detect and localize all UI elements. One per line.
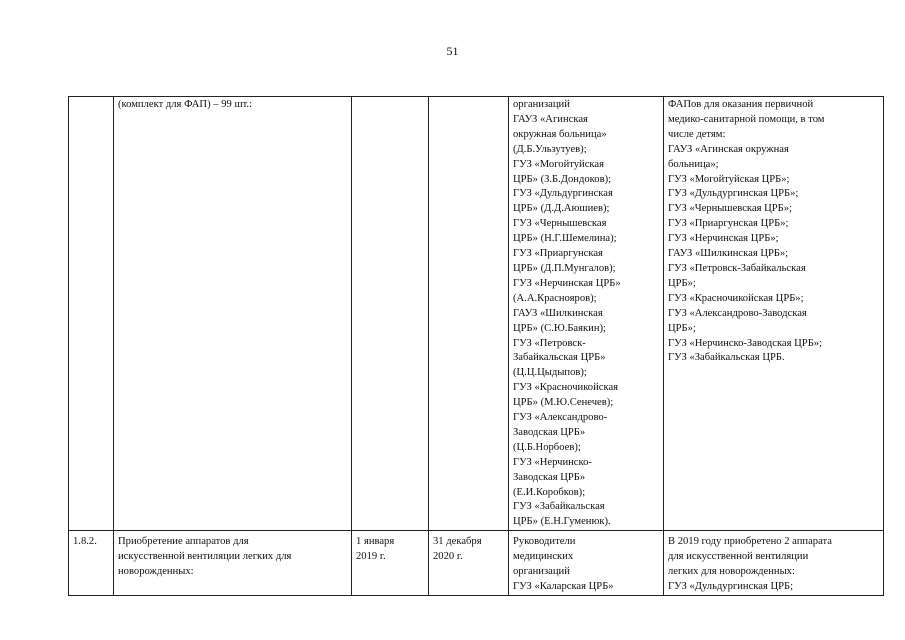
cell-text-line: окружная больница» xyxy=(513,128,607,140)
cell-text-line: ГАУЗ «Шилкинская ЦРБ»; xyxy=(668,248,789,260)
cell-text-line: ГАУЗ «Агинская окружная xyxy=(668,143,789,155)
cell-responsible xyxy=(509,97,664,531)
cell-text-line: 31 декабря xyxy=(433,536,482,548)
cell-text-line: ГУЗ «Красночикойская ЦРБ»; xyxy=(668,292,804,304)
cell-text-line: ЦРБ»; xyxy=(668,277,696,289)
cell-result xyxy=(664,97,884,531)
cell-num xyxy=(69,97,114,531)
cell-text-line: ГУЗ «Приаргунская xyxy=(513,248,603,260)
cell-text-line: 2020 г. xyxy=(433,551,463,563)
table-row xyxy=(69,531,884,596)
cell-text-line: ГАУЗ «Шилкинская xyxy=(513,307,603,319)
cell-start-date xyxy=(352,97,429,531)
cell-measure xyxy=(114,531,352,596)
cell-text-line: ГУЗ «Александрово-Заводская xyxy=(668,307,807,319)
cell-text-line: ЦРБ» (М.Ю.Сенечев); xyxy=(513,397,614,409)
cell-text-line: Забайкальская ЦРБ» xyxy=(513,352,606,364)
cell-text-line: ГУЗ «Забайкальская xyxy=(513,501,605,513)
cell-text-line: ГУЗ «Дульдургинская ЦРБ»; xyxy=(668,188,799,200)
cell-text-line: организаций xyxy=(513,566,570,578)
cell-text-line: для искусственной вентиляции xyxy=(668,551,809,563)
cell-text-line: ЦРБ» (С.Ю.Баякин); xyxy=(513,322,606,334)
cell-text-line: ГУЗ «Дульдургинская xyxy=(513,188,613,200)
cell-text-line: искусственной вентиляции легких для xyxy=(118,551,292,563)
cell-text-line: ЦРБ»; xyxy=(668,322,696,334)
cell-text-line: 2019 г. xyxy=(356,551,386,563)
cell-text-line: ГУЗ «Нерчинско-Заводская ЦРБ»; xyxy=(668,337,823,349)
cell-text-line: ГУЗ «Нерчинско- xyxy=(513,456,592,468)
cell-text-line: В 2019 году приобретено 2 аппарата xyxy=(668,536,832,548)
cell-measure xyxy=(114,97,352,531)
cell-text-line: ЦРБ» (Д.П.Мунгалов); xyxy=(513,262,616,274)
cell-text-line: (комплект для ФАП) – 99 шт.: xyxy=(118,99,253,110)
cell-text-line: ГУЗ «Приаргунская ЦРБ»; xyxy=(668,218,789,230)
cell-text-line: легких для новорожденных: xyxy=(668,566,795,578)
cell-num: 1.8.2. xyxy=(69,531,114,596)
cell-start-date xyxy=(352,531,429,596)
measures-table xyxy=(68,96,884,596)
cell-text-line: ГУЗ «Александрово- xyxy=(513,412,608,424)
cell-text-line: Руководители xyxy=(513,536,576,548)
cell-text-line: ГУЗ «Забайкальская ЦРБ. xyxy=(668,352,785,364)
cell-text-line: ГУЗ «Петровск- xyxy=(513,337,586,349)
cell-text-line: ГУЗ «Могойтуйская ЦРБ»; xyxy=(668,173,790,185)
cell-result xyxy=(664,531,884,596)
cell-text-line: ЦРБ» (З.Б.Дондоков); xyxy=(513,173,612,185)
cell-text-line: ГУЗ «Нерчинская ЦРБ»; xyxy=(668,233,779,245)
cell-end-date xyxy=(429,97,509,531)
cell-text-line: ГУЗ «Могойтуйская xyxy=(513,158,604,170)
cell-text-line: (Д.Б.Ульзутуев); xyxy=(513,143,587,155)
cell-text-line: ЦРБ» (Н.Г.Шемелина); xyxy=(513,233,617,245)
cell-text-line: (А.А.Краснояров); xyxy=(513,292,597,304)
cell-text-line: (Е.И.Коробков); xyxy=(513,486,586,498)
cell-text-line: ГУЗ «Чернышевская xyxy=(513,218,607,230)
cell-text-line: ГУЗ «Красночикойская xyxy=(513,382,619,394)
cell-text-line: ГУЗ «Дульдургинская ЦРБ; xyxy=(668,581,794,592)
cell-text-line: организаций xyxy=(513,99,570,110)
cell-responsible xyxy=(509,531,664,596)
cell-text-line: медицинских xyxy=(513,551,574,563)
cell-text-line: Заводская ЦРБ» xyxy=(513,471,586,483)
table-row xyxy=(69,97,884,531)
cell-text-line: 1 января xyxy=(356,536,395,548)
cell-text-line: ФАПов для оказания первичной xyxy=(668,99,814,110)
cell-text-line: ГАУЗ «Агинская xyxy=(513,113,588,125)
cell-text-line: Заводская ЦРБ» xyxy=(513,426,586,438)
cell-text-line: Приобретение аппаратов для xyxy=(118,536,249,548)
cell-end-date xyxy=(429,531,509,596)
cell-text-line: ГУЗ «Чернышевская ЦРБ»; xyxy=(668,203,792,215)
page-number: 51 xyxy=(446,44,459,58)
cell-text-line: числе детям: xyxy=(668,128,726,140)
cell-text-line: ГУЗ «Петровск-Забайкальская xyxy=(668,262,806,274)
cell-text-line: медико-санитарной помощи, в том xyxy=(668,113,825,125)
cell-text-line: ЦРБ» (Д.Д.Аюшиев); xyxy=(513,203,610,215)
cell-text-line: больница»; xyxy=(668,158,719,170)
cell-text-line: ЦРБ» (Е.Н.Гуменюк). xyxy=(513,516,611,528)
cell-text-line: новорожденных: xyxy=(118,566,194,578)
cell-text-line: ГУЗ «Нерчинская ЦРБ» xyxy=(513,277,621,289)
cell-text-line: (Ц.Б.Норбоев); xyxy=(513,441,581,453)
cell-text-line: ГУЗ «Каларская ЦРБ» xyxy=(513,581,614,592)
cell-text-line: (Ц.Ц.Цыдыпов); xyxy=(513,367,587,379)
